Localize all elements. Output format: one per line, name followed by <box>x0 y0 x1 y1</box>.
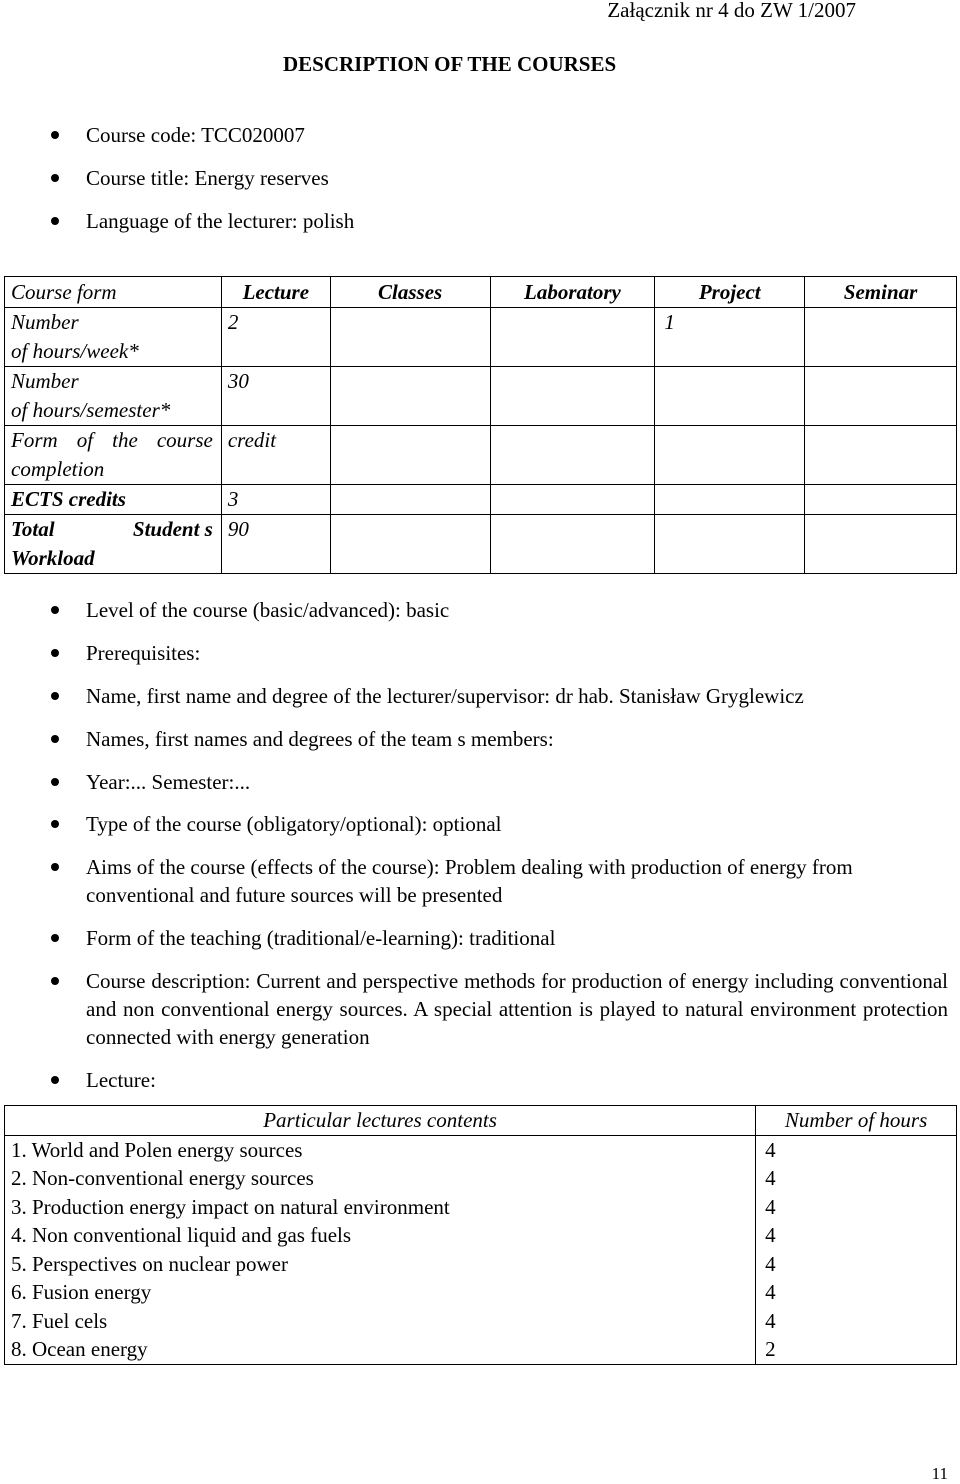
row-label-workload: Total Student s Workload <box>5 515 222 574</box>
annex-reference: Załącznik nr 4 do ZW 1/2007 <box>607 0 856 22</box>
course-level: Level of the course (basic/advanced): basic <box>86 598 450 622</box>
lectures-table <box>4 1105 957 1365</box>
header-course-form: Course form <box>5 277 222 308</box>
course-year-semester: Year:... Semester:... <box>86 770 251 794</box>
table-row: 8. Ocean energy 2 <box>5 1335 957 1364</box>
cell-laboratory-hours-week <box>490 308 655 367</box>
cell-lecture-completion: credit <box>221 426 330 485</box>
header-number-of-hours: Number of hours <box>756 1106 957 1136</box>
course-form-header-row <box>5 277 957 308</box>
table-row: 5. Perspectives on nuclear power 4 <box>5 1250 957 1279</box>
course-teaching-form: Form of the teaching (traditional/e-learning): traditional <box>86 926 556 950</box>
row-label-ects: ECTS credits <box>5 485 222 515</box>
course-description: Course description: Current and perspective methods for production of energy including conventional and non conventional energy sources. A special attention is played to natural environment protection connected with energy generation <box>86 969 948 1049</box>
header-lecture-contents: Particular lectures contents <box>5 1106 756 1136</box>
table-row <box>5 367 957 426</box>
cell-lecture-ects: 3 <box>221 485 330 515</box>
cell-lecture-hours-week: 2 <box>221 308 330 367</box>
table-row: 7. Fuel cels 4 <box>5 1307 957 1336</box>
table-row: 2. Non-conventional energy sources 4 <box>5 1164 957 1193</box>
cell-seminar-hours-week <box>805 308 957 367</box>
course-aims: Aims of the course (effects of the course): Problem dealing with production of energy from conventional and future sources will be presented <box>86 853 948 909</box>
table-row: 3. Production energy impact on natural environment 4 <box>5 1193 957 1222</box>
table-row: 6. Fusion energy 4 <box>5 1278 957 1307</box>
header-project: Project <box>655 277 805 308</box>
cell-lecture-workload: 90 <box>221 515 330 574</box>
cell-project-hours-week: 1 <box>655 308 805 367</box>
course-form-table <box>4 276 957 574</box>
course-type: Type of the course (obligatory/optional): optional <box>86 812 502 836</box>
table-row <box>5 485 957 515</box>
header-seminar: Seminar <box>805 277 957 308</box>
page-number: 11 <box>931 1464 948 1483</box>
cell-classes-hours-week <box>330 308 490 367</box>
course-code: Course code: TCC020007 <box>86 123 305 147</box>
cell-lecture-hours-semester: 30 <box>221 367 330 426</box>
lecture-label: Lecture: <box>86 1068 156 1092</box>
table-row: 1. World and Polen energy sources 4 <box>5 1135 957 1164</box>
table-row <box>5 426 957 485</box>
header-classes: Classes <box>330 277 490 308</box>
course-lecturer: Name, first name and degree of the lecturer/supervisor: dr hab. Stanisław Gryglewicz <box>86 684 804 708</box>
row-label-completion: Form of the course completion <box>5 426 222 485</box>
course-language: Language of the lecturer: polish <box>86 209 355 233</box>
table-row: 4. Non conventional liquid and gas fuels 4 <box>5 1221 957 1250</box>
table-row <box>5 308 957 367</box>
course-title: Course title: Energy reserves <box>86 166 329 190</box>
document-title: DESCRIPTION OF THE COURSES <box>283 52 617 76</box>
row-label-hours-week: Number of hours/week* <box>5 308 222 367</box>
lectures-header-row <box>5 1106 957 1136</box>
header-lecture: Lecture <box>221 277 330 308</box>
course-team: Names, first names and degrees of the team s members: <box>86 727 554 751</box>
header-laboratory: Laboratory <box>490 277 655 308</box>
course-prerequisites: Prerequisites: <box>86 641 201 665</box>
row-label-hours-semester: Number of hours/semester* <box>5 367 222 426</box>
table-row <box>5 515 957 574</box>
